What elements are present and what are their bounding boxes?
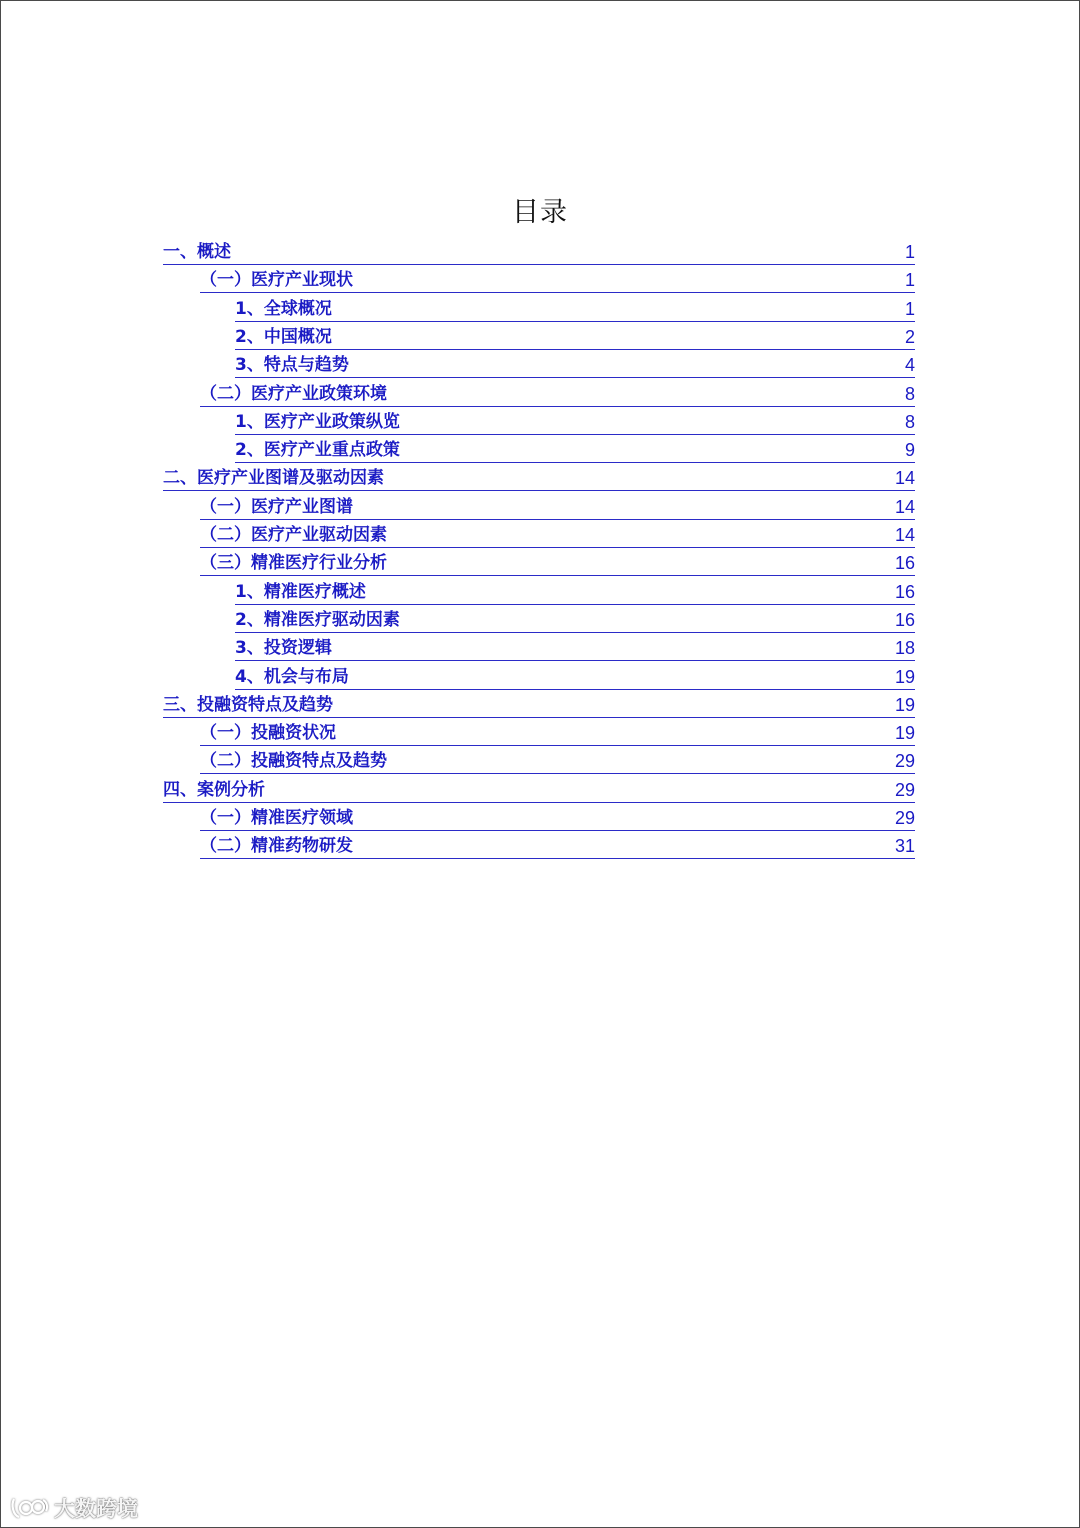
toc-entry-label: 3、投资逻辑 <box>235 638 332 659</box>
toc-entry[interactable] <box>200 806 915 831</box>
toc-entry-page-number: 8 <box>904 411 915 432</box>
toc-entry-page-number: 14 <box>894 525 915 545</box>
toc-title: 目录 <box>512 197 568 228</box>
toc-entry-label: 一、概述 <box>163 242 231 262</box>
toc-entry-label: 2、精准医疗驱动因素 <box>235 609 400 630</box>
toc-entry-page-number: 29 <box>894 751 915 772</box>
toc-entry-page-number: 16 <box>894 581 915 602</box>
watermark <box>10 1494 138 1522</box>
toc-entry-label: （二）精准药物研发 <box>200 836 353 857</box>
toc-entry-page-number: 18 <box>894 638 915 659</box>
toc-entry-page-number: 16 <box>894 609 915 630</box>
toc-entry-label: 1、精准医疗概述 <box>235 581 366 602</box>
toc-entry-label: （二）医疗产业政策环境 <box>200 383 387 404</box>
toc-entry-label: 四、案例分析 <box>163 779 265 800</box>
toc-entry[interactable] <box>200 749 915 774</box>
toc-entry[interactable] <box>200 834 915 859</box>
toc-entry[interactable] <box>235 580 915 605</box>
toc-entry[interactable] <box>200 382 915 407</box>
toc-entry-label: （一）医疗产业图谱 <box>200 496 353 517</box>
toc-entry-page-number: 14 <box>894 496 915 517</box>
toc-entry-page-number: 2 <box>904 326 915 347</box>
toc-entry-page-number: 29 <box>894 808 915 828</box>
toc-entry-page-number: 1 <box>904 242 915 262</box>
toc-entry-page-number: 1 <box>904 298 915 319</box>
toc-entry-label: （二）医疗产业驱动因素 <box>200 525 387 545</box>
toc-entry[interactable] <box>200 523 915 548</box>
watermark-text: 大数跨境 <box>54 1497 138 1521</box>
toc-entry-label: （二）投融资特点及趋势 <box>200 751 387 772</box>
toc-entry-label: （一）精准医疗领域 <box>200 808 353 828</box>
toc-entry[interactable] <box>163 466 915 491</box>
toc-entry-label: 1、全球概况 <box>235 298 332 319</box>
toc-entry[interactable] <box>235 665 915 690</box>
toc-entry-page-number: 14 <box>894 468 915 489</box>
toc-entry[interactable] <box>200 495 915 520</box>
toc-entry[interactable] <box>163 240 915 265</box>
toc-entry-label: （一）医疗产业现状 <box>200 270 353 291</box>
toc-entry-page-number: 29 <box>894 779 915 800</box>
toc-entry-label: 二、医疗产业图谱及驱动因素 <box>163 468 384 489</box>
weibo-style-logo-icon <box>10 1495 50 1521</box>
toc-entry[interactable] <box>163 693 915 718</box>
toc-entry-label: 4、机会与布局 <box>235 666 349 687</box>
toc-entry[interactable] <box>235 297 915 322</box>
toc-entry-page-number: 16 <box>894 553 915 574</box>
toc-entry-label: （一）投融资状况 <box>200 723 336 744</box>
toc-entry-label: （三）精准医疗行业分析 <box>200 553 387 574</box>
toc-entry[interactable] <box>200 551 915 576</box>
toc-entry[interactable] <box>235 438 915 463</box>
toc-entry-label: 1、医疗产业政策纵览 <box>235 411 400 432</box>
toc-entry-page-number: 9 <box>904 440 915 461</box>
toc-entry[interactable] <box>200 268 915 293</box>
toc-entry[interactable] <box>235 410 915 435</box>
toc-entry-label: 三、投融资特点及趋势 <box>163 694 333 715</box>
toc-entry-page-number: 19 <box>894 666 915 687</box>
toc-entry[interactable] <box>200 721 915 746</box>
toc-entry-page-number: 19 <box>894 694 915 715</box>
toc-entry-page-number: 4 <box>904 355 915 376</box>
toc-entry[interactable] <box>235 608 915 633</box>
toc-entry-label: 2、中国概况 <box>235 326 332 347</box>
toc-entry-label: 3、特点与趋势 <box>235 355 349 376</box>
toc-entry[interactable] <box>235 325 915 350</box>
toc-entry[interactable] <box>163 778 915 803</box>
toc-entry-page-number: 19 <box>894 723 915 744</box>
toc-entry[interactable] <box>235 353 915 378</box>
toc-entry-page-number: 8 <box>904 383 915 404</box>
toc-entry[interactable] <box>235 636 915 661</box>
toc-entry-page-number: 31 <box>894 836 915 857</box>
toc-entry-page-number: 1 <box>904 270 915 291</box>
toc-entry-label: 2、医疗产业重点政策 <box>235 440 400 461</box>
